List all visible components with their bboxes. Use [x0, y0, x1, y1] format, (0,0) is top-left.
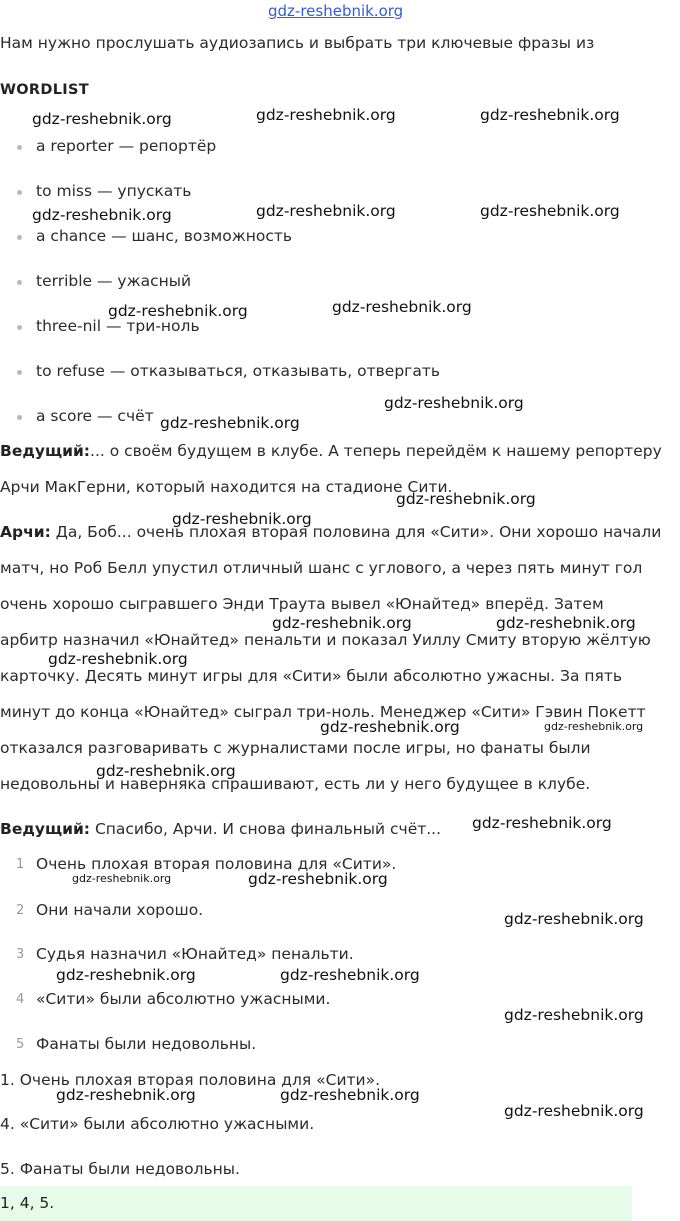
watermark: gdz-reshebnik.org: [504, 1102, 644, 1120]
list-number: 3: [16, 947, 25, 962]
wordlist-item: three-nil — три-ноль: [36, 317, 200, 335]
list-item: «Сити» были абсолютно ужасными.: [36, 990, 331, 1008]
bullet-icon: [17, 190, 22, 195]
speaker-label: Ведущий:: [0, 820, 91, 838]
answer-line: 1. Очень плохая вторая половина для «Сити».: [0, 1071, 381, 1089]
watermark: gdz-reshebnik.org: [108, 302, 248, 320]
watermark: gdz-reshebnik.org: [96, 762, 236, 780]
transcript-line: [0, 820, 441, 838]
wordlist-item: to refuse — отказываться, отказывать, отвергать: [36, 362, 440, 380]
watermark: gdz-reshebnik.org: [160, 414, 300, 432]
watermark: gdz-reshebnik.org: [56, 966, 196, 984]
watermark: gdz-reshebnik.org: [480, 202, 620, 220]
wordlist-item: a score — счёт: [36, 407, 154, 425]
watermark: gdz-reshebnik.org: [256, 202, 396, 220]
watermark: gdz-reshebnik.org: [480, 106, 620, 124]
final-answer-box: [0, 1186, 632, 1221]
transcript-line: отказался разговаривать с журналистами после игры, но фанаты были: [0, 739, 591, 757]
list-item: Они начали хорошо.: [36, 901, 204, 919]
watermark: gdz-reshebnik.org: [320, 718, 460, 736]
watermark: gdz-reshebnik.org: [504, 1006, 644, 1024]
list-number: 1: [16, 857, 25, 872]
watermark: gdz-reshebnik.org: [384, 394, 524, 412]
bullet-icon: [17, 370, 22, 375]
list-item: Фанаты были недовольны.: [36, 1035, 257, 1053]
transcript-line: [0, 442, 662, 460]
list-item: Судья назначил «Юнайтед» пенальти.: [36, 945, 354, 963]
watermark: gdz-reshebnik.org: [496, 614, 636, 632]
transcript-line: минут до конца «Юнайтед» сыграл три-ноль. Менеджер «Сити» Гэвин Покетт: [0, 703, 646, 721]
watermark: gdz-reshebnik.org: [56, 1086, 196, 1104]
bullet-icon: [17, 145, 22, 150]
transcript-line: матч, но Роб Белл упустил отличный шанс с углового, а через пять минут гол: [0, 559, 643, 577]
list-number: 4: [16, 992, 25, 1007]
watermark: gdz-reshebnik.org: [332, 298, 472, 316]
watermark: gdz-reshebnik.org: [544, 720, 644, 733]
watermark: gdz-reshebnik.org: [172, 510, 312, 528]
watermark: gdz-reshebnik.org: [248, 870, 388, 888]
bullet-icon: [17, 235, 22, 240]
watermark: gdz-reshebnik.org: [48, 650, 188, 668]
speaker-label: Арчи:: [0, 523, 51, 541]
bullet-icon: [17, 325, 22, 330]
answer-line: 5. Фанаты были недовольны.: [0, 1160, 240, 1178]
site-header-link[interactable]: gdz-reshebnik.org: [268, 2, 404, 20]
watermark: gdz-reshebnik.org: [504, 910, 644, 928]
watermark: gdz-reshebnik.org: [256, 106, 396, 124]
list-item: Очень плохая вторая половина для «Сити».: [36, 855, 397, 873]
intro-text: Нам нужно прослушать аудиозапись и выбрать три ключевые фразы из: [0, 34, 595, 52]
final-answer: 1, 4, 5.: [0, 1194, 55, 1212]
transcript-line: Арчи МакГерни, который находится на стадионе Сити.: [0, 478, 453, 496]
answer-line: 4. «Сити» были абсолютно ужасными.: [0, 1115, 315, 1133]
bullet-icon: [17, 415, 22, 420]
watermark: gdz-reshebnik.org: [272, 614, 412, 632]
list-number: 2: [16, 903, 25, 918]
wordlist-item: terrible — ужасный: [36, 272, 192, 290]
transcript-line: очень хорошо сыгравшего Энди Траута вывел «Юнайтед» вперёд. Затем: [0, 595, 604, 613]
watermark: gdz-reshebnik.org: [32, 110, 172, 128]
wordlist-item: a reporter — репортёр: [36, 137, 217, 155]
watermark: gdz-reshebnik.org: [472, 814, 612, 832]
transcript-line: недовольны и наверняка спрашивают, есть ли у него будущее в клубе.: [0, 775, 591, 793]
bullet-icon: [17, 280, 22, 285]
transcript-text: Спасибо, Арчи. И снова финальный счёт...: [90, 820, 442, 838]
watermark: gdz-reshebnik.org: [280, 966, 420, 984]
list-number: 5: [16, 1037, 25, 1052]
wordlist-title: WORDLIST: [0, 82, 89, 98]
watermark: gdz-reshebnik.org: [396, 490, 536, 508]
wordlist-item: a chance — шанс, возможность: [36, 227, 292, 245]
watermark: gdz-reshebnik.org: [72, 872, 172, 885]
transcript-text: ... о своём будущем в клубе. А теперь перейдём к нашему репортеру: [90, 442, 662, 460]
transcript-line: карточку. Десять минут игры для «Сити» были абсолютно ужасны. За пять: [0, 667, 623, 685]
wordlist-item: to miss — упускать: [36, 182, 192, 200]
transcript-line: [0, 523, 661, 541]
watermark: gdz-reshebnik.org: [280, 1086, 420, 1104]
transcript-text: Да, Боб... очень плохая вторая половина для «Сити». Они хорошо начали: [50, 523, 662, 541]
speaker-label: Ведущий:: [0, 442, 91, 460]
transcript-line: арбитр назначил «Юнайтед» пенальти и показал Уиллу Смиту вторую жёлтую: [0, 631, 651, 649]
watermark: gdz-reshebnik.org: [32, 206, 172, 224]
